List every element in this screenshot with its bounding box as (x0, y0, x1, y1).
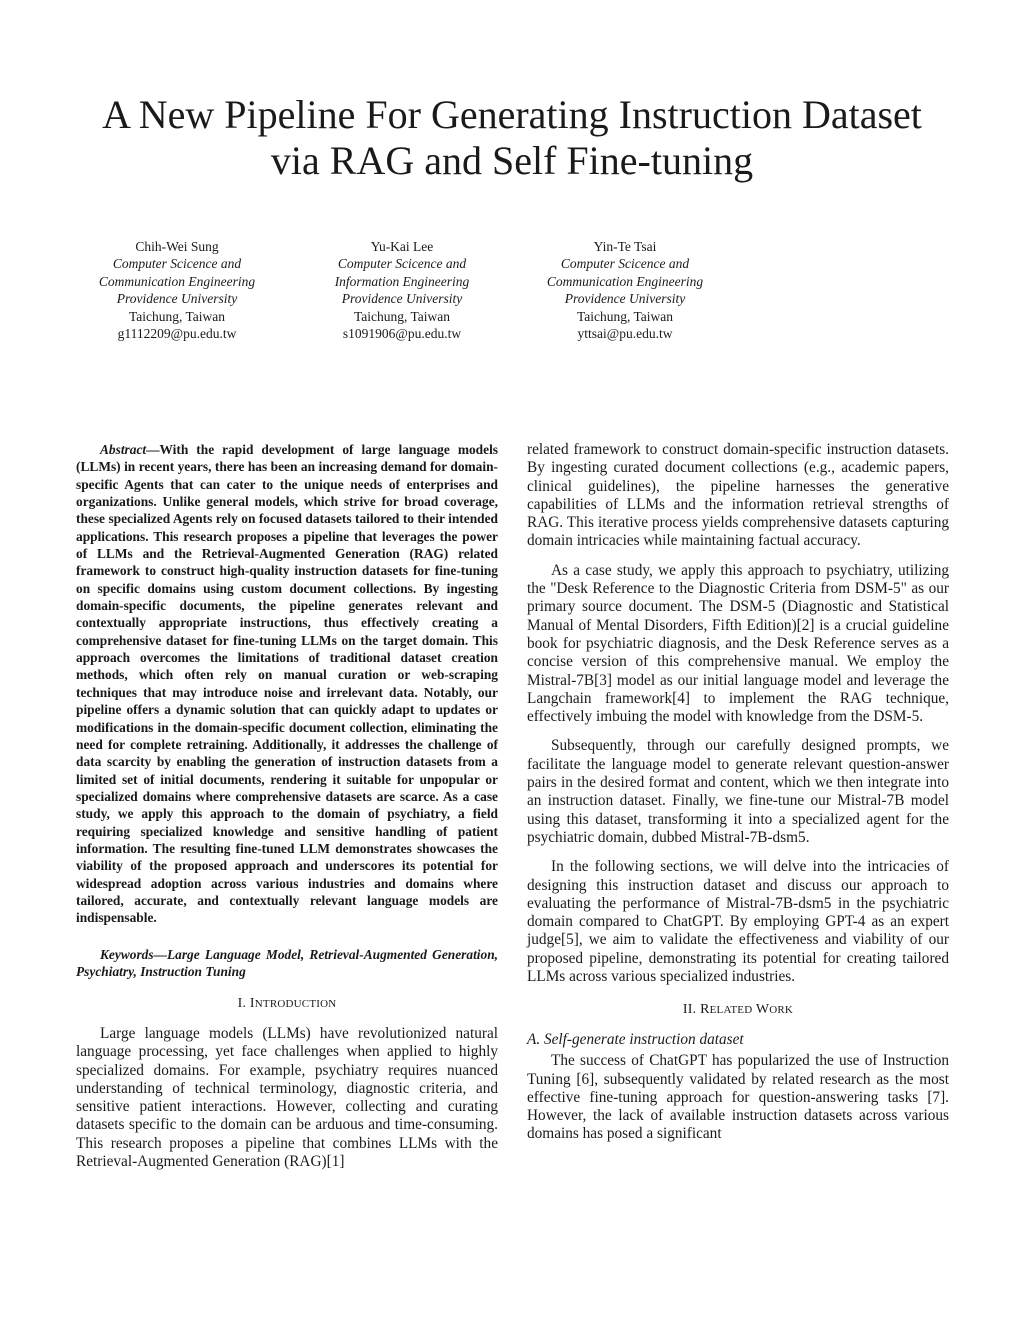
keywords-label: Keywords (100, 946, 154, 962)
author-name: Yin-Te Tsai (593, 239, 657, 254)
intro-paragraph-4: In the following sections, we will delve into the intricacies of designing this instruction dataset and discuss our approach to evaluating the performance of Mistral-7B-dsm5 in the psychiatric domain compared to ChatGPT. By employing GPT-4 as an expert judge[5], we aim to validate the effectiveness and viability of our proposed pipeline, demonstrating its potential for creating tailored LLMs across various specialized industries. (527, 858, 949, 986)
author-dept: Computer Scicence and (112, 256, 242, 272)
paper-title-line-1: A New Pipeline For Generating Instruction Dataset (102, 92, 922, 137)
subsection-heading: A. Self-generate instruction dataset (527, 1030, 744, 1048)
keywords: Keywords—Large Language Model, Retrieval-Augmented Generation, Psychiatry, Instruction Tuning (76, 946, 498, 979)
intro-paragraph-3: Subsequently, through our carefully designed prompts, we facilitate the language model to generate relevant question-answer pairs in the desired format and content, which we then integrate into an instruction dataset. Finally, we fine-tune our Mistral-7B model using this dataset, transforming it into a specialized agent for the psychiatric domain, dubbed Mistral-7B-dsm5. (527, 737, 949, 846)
paper-title-line-2: via RAG and Self Fine-tuning (270, 138, 754, 183)
author-block-3 (515, 238, 735, 342)
author-location: Taichung, Taiwan (128, 308, 226, 324)
intro-paragraph-1-continued: related framework to construct domain-specific instruction datasets. By ingesting curated document collections (e.g., academic papers, clinical guidelines), the pipeline harnesses the generative capabilities of LLMs and the information retrieval strengths of RAG. This iterative process yields comprehensive datasets capturing domain intricacies while maintaining factual accuracy. (527, 441, 949, 550)
abstract-dash: — (146, 442, 160, 457)
section-heading-introduction: I. INTRODUCTION (237, 996, 337, 1012)
keywords-text: Large Language Model, Retrieval-Augmented Generation, Psychiatry, Instruction Tuning (76, 946, 498, 979)
abstract (76, 441, 498, 927)
section-heading-related-work: II. RELATED WORK (682, 1002, 794, 1018)
author-name: Yu-Kai Lee (370, 239, 434, 254)
author-email: yttsai@pu.edu.tw (577, 326, 673, 342)
paper-title (0, 92, 1024, 184)
right-column (527, 441, 949, 1144)
author-dept: Computer Scicence and (337, 256, 467, 272)
author-university: Providence University (341, 291, 463, 307)
intro-paragraph-2: As a case study, we apply this approach to psychiatry, utilizing the "Desk Reference to the Diagnostic Criteria from DSM-5" as our primary source document. The DSM-5 (Diagnostic and Statistical Manual of Mental Disorders, Fifth Edition)[2] is a crucial guideline book for psychiatric diagnosis, and the Desk Reference serves as a concise version of this comprehensive manual. We employ the Mistral-7B[3] model as our initial language model and leverage the Langchain framework[4] to implement the RAG technique, effectively imbuing the model with knowledge from the DSM-5. (527, 561, 949, 726)
author-location: Taichung, Taiwan (576, 308, 674, 324)
abstract-label: Abstract (100, 442, 147, 457)
left-column (76, 441, 498, 1171)
author-email: g1112209@pu.edu.tw (117, 326, 237, 342)
author-name: Chih-Wei Sung (135, 239, 219, 254)
author-university: Providence University (564, 291, 686, 307)
author-dept: Information Engineering (334, 273, 470, 289)
abstract-text: With the rapid development of large language models (LLMs) in recent years, there has been an increasing demand for domain-specific Agents that can cater to the unique needs of enterprises and organizations. Unlike general models, which strive for broad coverage, these specialized Agents rely on focused datasets tailored to their intended applications. This research proposes a pipeline that leverages the power of LLMs and the Retrieval-Augmented Generation (RAG) related framework to construct high-quality instruction datasets for fine-tuning on specific domains using custom document collections. By ingesting domain-specific documents, the pipeline generates relevant and contextually appropriate instructions, thus effectively creating a comprehensive dataset for fine-tuning LLMs on the target domain. This approach overcomes the limitations of traditional dataset creation methods, which often rely on manual curation or web-scraping techniques that may introduce noise and irrelevant data. Notably, our pipeline offers a dynamic solution that can quickly adapt to updates or modifications in the domain-specific document collection, eliminating the need for complete retraining. Additionally, it addresses the challenge of data scarcity by enabling the generation of instruction datasets from a limited set of initial documents, rendering it suitable for unpopular or specialized domains where comprehensive datasets are scarce. As a case study, we apply this approach to the domain of psychiatry, a field requiring specialized knowledge and sensitive handling of patient information. The resulting fine-tuned LLM demonstrates showcases the viability of the proposed approach and underscores its potential for widespread adoption across various industries and domains where tailored, accurate, and contextually relevant language models are indispensable. (76, 442, 498, 926)
author-location: Taichung, Taiwan (353, 308, 451, 324)
author-university: Providence University (116, 291, 238, 307)
author-block-1 (67, 238, 287, 342)
related-paragraph-1: The success of ChatGPT has popularized the use of Instruction Tuning [6], subsequently validated by related research as the most effective fine-tuning approach for question-answering tasks [7]. However, the lack of available instruction datasets across various domains has posed a significant (527, 1052, 949, 1143)
author-email: s1091906@pu.edu.tw (342, 326, 462, 342)
author-dept: Computer Scicence and (560, 256, 690, 272)
author-dept: Communication Engineering (546, 273, 704, 289)
intro-paragraph-1: Large language models (LLMs) have revolutionized natural language processing, yet face challenges when applied to highly specialized domains. For example, psychiatry requires nuanced understanding of technical terminology, diagnostic criteria, and sensitive patient interactions. However, collecting and curating datasets specific to the domain can be arduous and time-consuming. This research proposes a pipeline that combines LLMs with the Retrieval-Augmented Generation (RAG)[1] (76, 1024, 498, 1170)
author-block-2 (292, 238, 512, 342)
author-dept: Communication Engineering (98, 273, 256, 289)
